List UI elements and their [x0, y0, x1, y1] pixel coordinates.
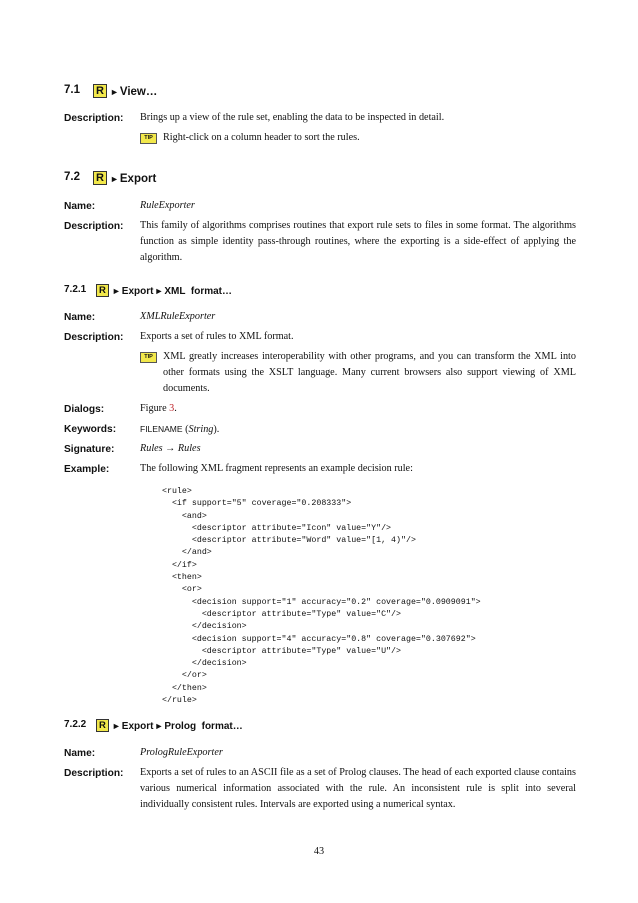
- keyword-close: ).: [213, 424, 220, 435]
- menu-arrow-icon: ►: [154, 286, 164, 296]
- section-7-2-2-title: [96, 719, 243, 732]
- signature-label: Signature:: [64, 444, 115, 455]
- r-menu-icon: R: [93, 84, 107, 98]
- description-label: Description:: [64, 332, 124, 343]
- menu-path-prolog: Prolog format…: [164, 721, 243, 732]
- tip-text: XML greatly increases interoperability with other programs, and you can transform the XML into other formats using the XSLT language. Many current browsers also support viewing of XML documents.: [163, 351, 576, 394]
- example-label: Example:: [64, 464, 110, 475]
- section-7-2-1-heading: [64, 284, 86, 295]
- section-7-2-2-heading: [64, 719, 86, 730]
- signature-value: Rules → Rules: [140, 443, 201, 454]
- keyword-paren: (: [182, 424, 189, 435]
- description-label: Description:: [64, 221, 124, 232]
- name-label: Name:: [64, 201, 96, 212]
- menu-path-export: Export: [121, 721, 154, 732]
- description-text: Exports a set of rules to XML format.: [140, 331, 294, 342]
- menu-arrow-icon: ►: [154, 721, 164, 731]
- keywords-label: Keywords:: [64, 424, 117, 435]
- keywords-value: [140, 421, 576, 438]
- name-value: RuleExporter: [140, 200, 195, 211]
- section-number: 7.2.1: [64, 284, 87, 295]
- description-label: Description:: [64, 113, 124, 124]
- menu-arrow-icon: ►: [111, 721, 121, 731]
- section-7-2-heading: [64, 171, 80, 183]
- section-7-1-title: [93, 84, 157, 98]
- page-number: 43: [313, 846, 325, 857]
- section-number: 7.2.2: [64, 719, 87, 730]
- r-menu-icon: R: [93, 171, 107, 185]
- name-value: XMLRuleExporter: [140, 311, 216, 322]
- menu-arrow-icon: ►: [109, 87, 119, 97]
- description-text: Exports a set of rules to an ASCII file as a set of Prolog clauses. The head of each exported clause contains various numerical information associated with the rule. An inconsistent rule is split into several individually consistent rules. Intervals are exported using a numerical syntax.: [140, 767, 576, 810]
- description-label: Description:: [64, 768, 124, 779]
- menu-arrow-icon: ►: [109, 174, 119, 184]
- tip-badge: TIP: [140, 133, 157, 144]
- section-title: View…: [119, 86, 158, 98]
- example-text: The following XML fragment represents an example decision rule:: [140, 463, 413, 474]
- section-7-1-heading: [64, 84, 80, 96]
- r-menu-icon: R: [96, 719, 109, 732]
- section-title: Export: [119, 173, 157, 185]
- keyword-filename: FILENAME: [140, 424, 183, 434]
- dialogs-text: Figure: [140, 403, 170, 414]
- dialogs-period: .: [174, 403, 177, 414]
- section-number: 7.2: [64, 171, 80, 183]
- section-number: 7.1: [64, 84, 80, 96]
- tip-text: Right-click on a column header to sort the rules.: [163, 132, 360, 143]
- keyword-type: String: [188, 424, 214, 435]
- tip-badge: TIP: [140, 352, 157, 363]
- description-text: This family of algorithms comprises routines that export rule sets to files in some format. The algorithms function as simple identity pass-through routines, where the exporting is a side-effect of applying the algorithm.: [140, 220, 576, 263]
- section-7-2-title: [93, 171, 156, 185]
- menu-path-export: Export: [121, 286, 154, 297]
- dialogs-value: [140, 401, 576, 417]
- r-menu-icon: R: [96, 284, 109, 297]
- menu-path-xml: XML format…: [164, 286, 232, 297]
- description-text: Brings up a view of the rule set, enabling the data to be inspected in detail.: [140, 112, 445, 123]
- name-value: PrologRuleExporter: [140, 747, 223, 758]
- section-7-2-1-title: [96, 284, 232, 297]
- name-label: Name:: [64, 748, 96, 759]
- figure-link[interactable]: 3: [169, 403, 175, 414]
- dialogs-label: Dialogs:: [64, 404, 105, 415]
- menu-arrow-icon: ►: [111, 286, 121, 296]
- xml-code-block: <rule> <if support="5" coverage="0.208333"> <and> <descriptor attribute="Icon" value="Y"/> <descriptor attribute="Word" value="[1, 4)"/> </and> </if> <then> <or> <decision support="1" accuracy="0.2" coverage="0.0909091"> <descriptor attribute="Type" value="C"/> </decision> <decision support="4" accuracy="0.8" coverage="0.307692"> <descriptor attribute="Type" value="U"/> </decision> </or> </then> </rule>: [162, 487, 481, 706]
- name-label: Name:: [64, 312, 96, 323]
